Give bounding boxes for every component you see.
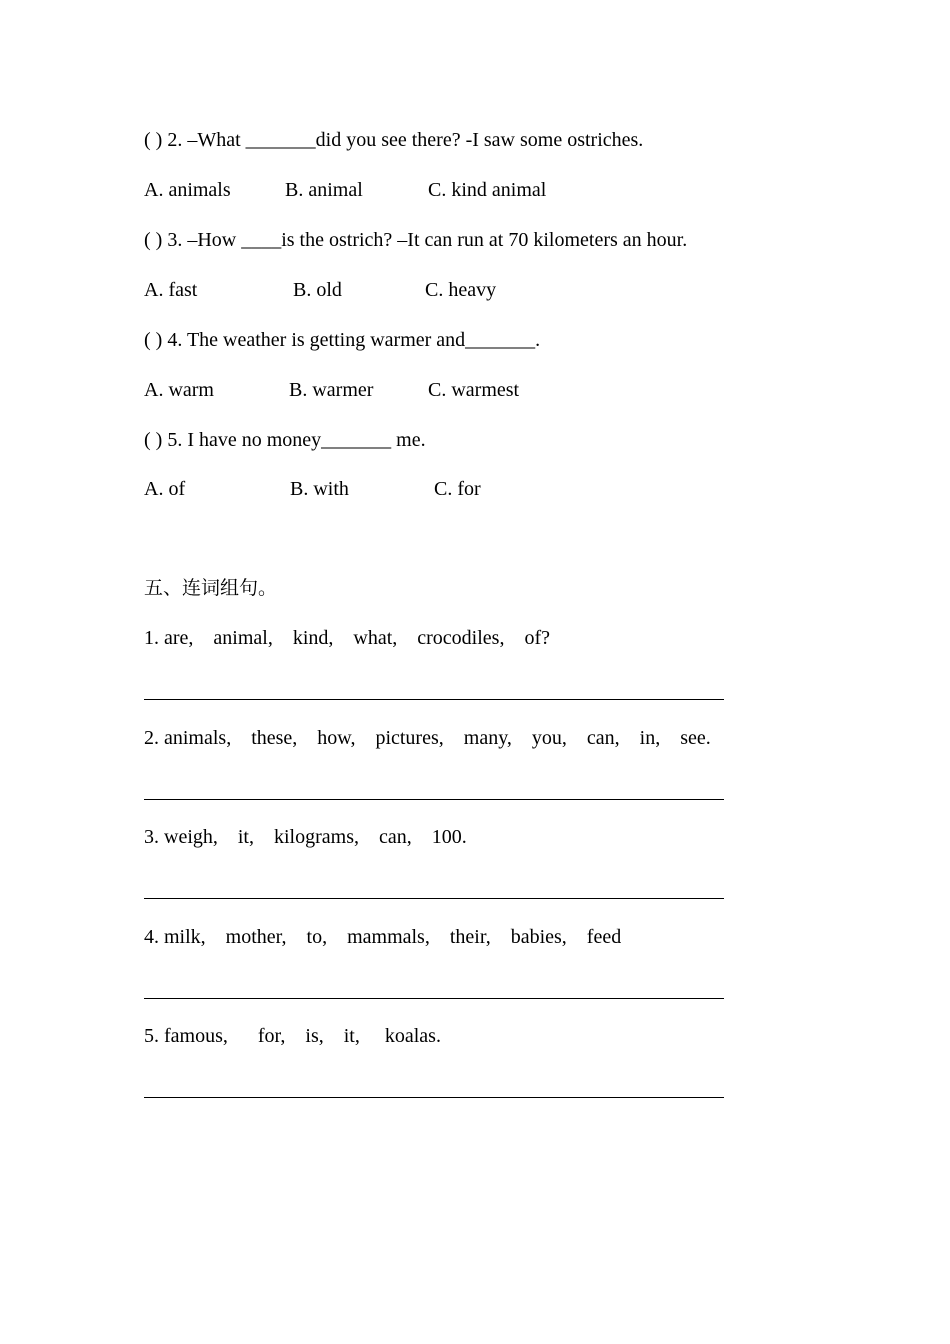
answer-line-5[interactable] — [144, 1097, 724, 1098]
word-order-item-1: 1. are, animal, kind, what, crocodiles, of? — [144, 627, 550, 649]
answer-line-4[interactable] — [144, 998, 724, 999]
answer-line-3[interactable] — [144, 898, 724, 899]
question-4: ( ) 4. The weather is getting warmer and_______. — [144, 329, 541, 351]
answer-line-2[interactable] — [144, 799, 724, 800]
word-order-item-4: 4. milk, mother, to, mammals, their, babies, feed — [144, 926, 622, 948]
option-a: A. animals — [144, 179, 231, 201]
option-a: A. fast — [144, 279, 198, 301]
option-c: C. heavy — [425, 279, 497, 301]
word-order-item-3: 3. weigh, it, kilograms, can, 100. — [144, 826, 467, 848]
option-c: C. warmest — [428, 379, 520, 401]
option-b: B. old — [293, 279, 342, 301]
question-5: ( ) 5. I have no money_______ me. — [144, 429, 426, 451]
option-c: C. kind animal — [428, 179, 547, 201]
option-c: C. for — [434, 478, 481, 500]
option-a: A. of — [144, 478, 186, 500]
question-3: ( ) 3. –How ____is the ostrich? –It can run at 70 kilometers an hour. — [144, 229, 688, 251]
option-b: B. warmer — [289, 379, 374, 401]
answer-line-1[interactable] — [144, 699, 724, 700]
word-order-item-2: 2. animals, these, how, pictures, many, you, can, in, see. — [144, 727, 711, 749]
section-heading: 五、连词组句。 — [144, 577, 278, 599]
option-b: B. animal — [285, 179, 363, 201]
word-order-item-5: 5. famous, for, is, it, koalas. — [144, 1025, 441, 1047]
option-b: B. with — [290, 478, 349, 500]
option-a: A. warm — [144, 379, 214, 401]
question-2: ( ) 2. –What _______did you see there? -I saw some ostriches. — [144, 129, 644, 151]
